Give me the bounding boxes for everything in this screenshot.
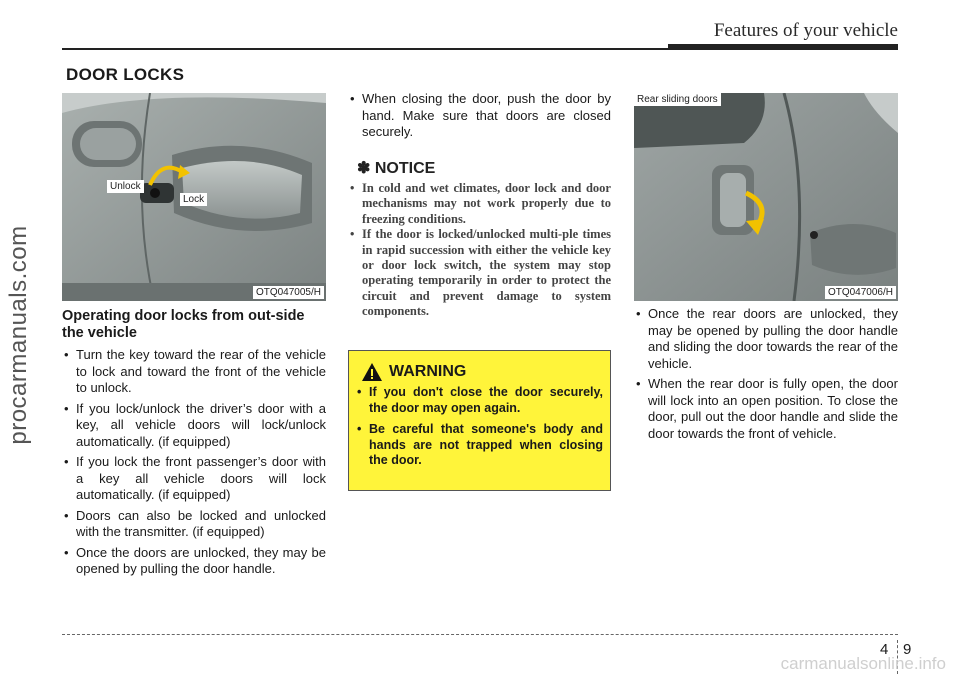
notice-title: ✽ NOTICE xyxy=(357,160,436,177)
footer-rule xyxy=(62,634,898,635)
bullet-list xyxy=(348,91,611,141)
bullet-list xyxy=(62,347,326,578)
list-item: • When closing the door, push the door by hand. Make sure that doors are closed securely. xyxy=(348,91,611,141)
rear-door-illustration xyxy=(634,93,898,301)
column-3 xyxy=(634,306,898,446)
chapter-number: 4 xyxy=(880,641,889,658)
side-watermark xyxy=(2,170,36,500)
rear-door-label: Rear sliding doors xyxy=(634,93,721,106)
list-item: • Once the rear doors are unlocked, they may be opened by pulling the door handle and sliding the door towards the rear of the vehicle. xyxy=(634,306,898,372)
list-item: • Doors can also be locked and unlocked with the transmitter. (if equipped) xyxy=(62,508,326,541)
list-item: • Be careful that someone's body and hands are not trapped when closing the door. xyxy=(355,422,603,469)
header-rule xyxy=(62,48,668,50)
section-title: DOOR LOCKS xyxy=(66,65,185,84)
column-1 xyxy=(62,308,326,582)
photo-code: OTQ047006/H xyxy=(825,286,896,299)
list-item: • When the rear door is fully open, the door will lock into an open position. To close the door, pull out the door handle and slide the door towards the front of vehicle. xyxy=(634,376,898,442)
list-item: • If you don't close the door securely, the door may open again. xyxy=(355,385,603,416)
running-header: Features of your vehicle xyxy=(713,20,898,41)
list-item: • If you lock/unlock the driver’s door with a key, all vehicle doors will lock/unlock automatically. (if equipped) xyxy=(62,401,326,451)
front-door-lock-photo xyxy=(62,93,326,301)
unlock-label: Unlock xyxy=(107,180,144,193)
warning-list xyxy=(355,385,603,475)
header-bar xyxy=(668,44,898,50)
warning-box xyxy=(348,350,611,491)
list-item: • Once the doors are unlocked, they may be opened by pulling the door handle. xyxy=(62,545,326,578)
list-item: • Turn the key toward the rear of the vehicle to lock and toward the front of the vehicle to unlock. xyxy=(62,347,326,397)
photo-code: OTQ047005/H xyxy=(253,286,324,299)
page-number: 9 xyxy=(903,641,912,658)
rear-sliding-door-photo xyxy=(634,93,898,301)
list-item: • If you lock the front passenger’s door with a key all vehicle doors will lock automatically. (if equipped) xyxy=(62,454,326,504)
subheading: Operating door locks from out-side the vehicle xyxy=(62,308,305,341)
column-2-top xyxy=(348,91,611,145)
notice-list xyxy=(348,181,611,320)
list-item: • In cold and wet climates, door lock and door mechanisms may not work properly due to freezing conditions. xyxy=(348,181,611,227)
side-watermark-text: procarmanuals.com xyxy=(5,225,32,445)
notice-block xyxy=(348,181,611,320)
bullet-list xyxy=(634,306,898,442)
warning-triangle-icon xyxy=(361,362,383,382)
footer-watermark: carmanualsonline.info xyxy=(780,654,946,673)
lock-label: Lock xyxy=(180,193,207,206)
warning-title: WARNING xyxy=(389,363,467,380)
list-item: • If the door is locked/unlocked multi-ple times in rapid succession with either the vehicle key or door lock switch, the system may stop operating temporarily in order to protect the circuit and prevent damage to system components. xyxy=(348,227,611,319)
